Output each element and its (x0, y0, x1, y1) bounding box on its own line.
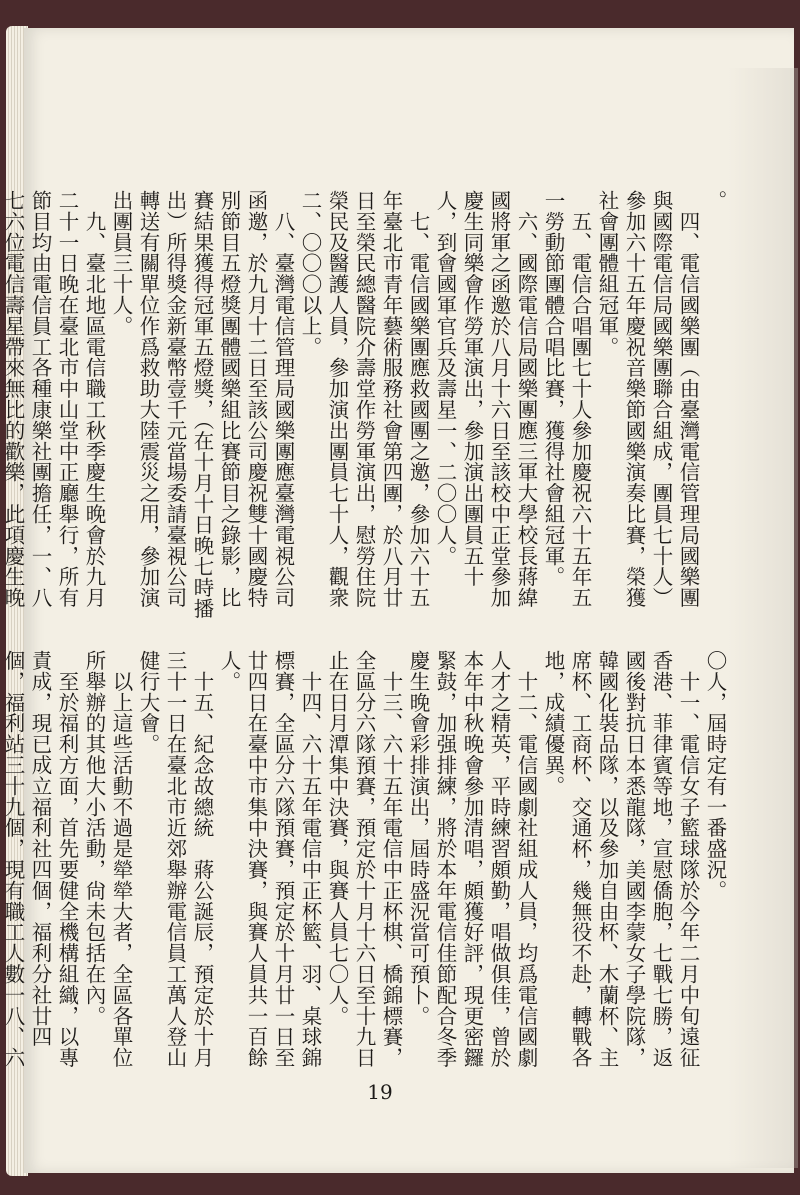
page-number: 19 (367, 1080, 393, 1104)
upper-text-block: 。 四、電信國樂團（由臺灣電信管理局國樂團與國際電信局國樂團聯合組成，團員七十人）參加六十五年慶祝音樂節國樂演奏比賽，榮獲社會團體組冠軍。 五、電信合唱團七十人參加慶祝六十五年五一勞動節團體合唱比賽，獲得社會組冠軍。 六、國際電信局國樂團應三軍大學校長蔣緯國將軍之函邀於八月十六日至該校中正堂參加慶生同樂會作勞軍演出，參加演出團員五十人，到會國軍官兵及壽星一、二〇〇人。 七、電信國樂團應救國團之邀，參加六十五年臺北市青年藝術服務社會第四團，於八月廿日至榮民總醫院介壽堂作勞軍演出，慰勞住院榮民及醫護人員，參加演出團員七十人，觀衆二、〇〇〇以上。 八、臺灣電信管理局國樂團應臺灣電視公司函邀，於九月十二日至該公司慶祝雙十國慶特別節目五燈獎團體國樂組比賽節目之錄影，比賽結果獲得冠軍五燈獎，（在十月十日晚七時播出）所得獎金新臺幣壹千元當場委請臺視公司轉送有關單位作爲救助大陸震災之用，參加演出團員三十人。 九、臺北地區電信職工秋季慶生晚會於九月二十一日晚在臺北市中山堂中正廳舉行，所有節目均由電信員工各種康樂社團擔任，一、八七六位電信壽星帶來無比的歡樂，此項慶生晚 (1, 190, 727, 619)
lower-text-block: 〇人，屆時定有一番盛況。 十一、電信女子籃球隊於今年二月中旬遠征香港、菲律賓等地，宣慰僑胞，七戰七勝，返國後對抗日本悉龍隊，美國李蒙女子學院隊，韓國化裝品隊，以及參加自由杯、木蘭杯、主席杯、工商杯、交通杯，幾無役不赴，轉戰各地，成績優異。 十二、電信國劇社組成人員，均爲電信國劇人才之精英，平時練習頗勤，唱做俱佳，曾於本年中秋晚會參加清唱，頗獲好評，現更密鑼緊鼓，加强排練，將於本年電信佳節配合冬季慶生晚會彩排演出，屆時盛況當可預卜。 十三、六十五年電信中正杯棋、橋錦標賽，全區分六隊預賽，預定於十月十六日至十九日止在日月潭集中決賽，與賽人員七〇人。 十四、六十五年電信中正杯籃、羽、桌球錦標賽，全區分六隊預賽，預定於十月廿一日至廿四日在臺中市集中決賽，與賽人員共一百餘人。 十五、紀念故總統 蔣公誕辰，預定於十月三十一日在臺北市近郊舉辦電信員工萬人登山健行大會。 以上這些活動不過是犖犖大者，全區各單位所舉辦的其他大小活動，尙未包括在內。 至於福利方面，首先要健全機構組織，以專責成，現已成立福利社四個，福利分社廿四個，福利站三十九個，現有職工人數一八、六 (1, 650, 727, 1068)
show-through-shadow (728, 68, 798, 1168)
